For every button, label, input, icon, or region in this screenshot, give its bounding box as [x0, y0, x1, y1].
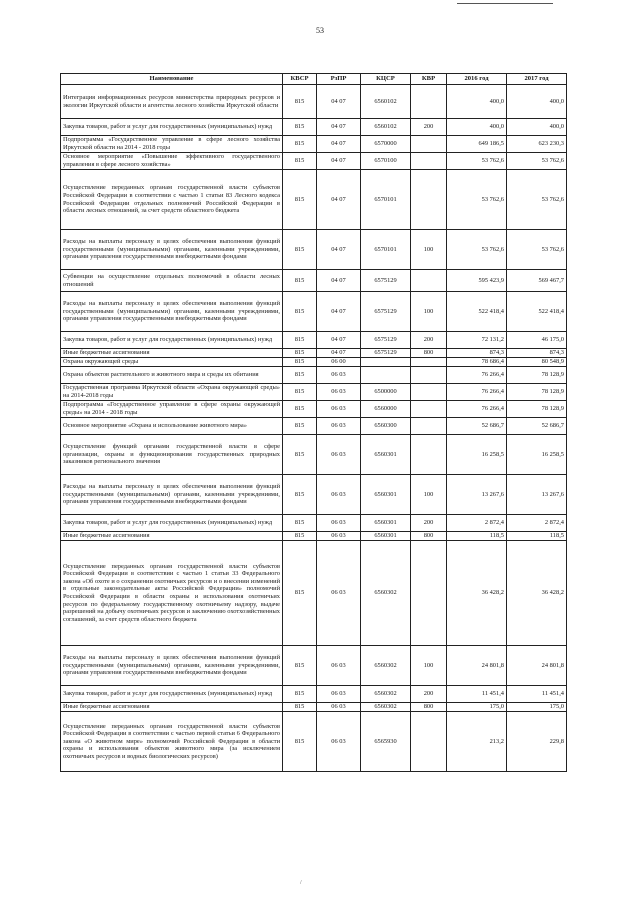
header-kvr: КВР — [411, 74, 447, 85]
table-row — [61, 230, 567, 270]
top-dash-line — [457, 3, 553, 4]
row-ktsr: 6560301 — [361, 475, 411, 515]
row-rzpr: 04 07 — [317, 136, 361, 153]
row-name: Закупка товаров, работ и услуг для государственных (муниципальных) нужд — [61, 119, 283, 136]
row-ktsr: 6565930 — [361, 712, 411, 772]
row-kvr — [411, 712, 447, 772]
row-amount-2017: 400,0 — [507, 85, 567, 119]
table-row — [61, 401, 567, 418]
row-kvr: 100 — [411, 646, 447, 686]
row-rzpr: 04 07 — [317, 332, 361, 349]
row-amount-2016: 53 762,6 — [447, 230, 507, 270]
row-amount-2016: 76 266,4 — [447, 384, 507, 401]
row-ktsr: 6575129 — [361, 332, 411, 349]
row-amount-2017: 623 230,3 — [507, 136, 567, 153]
row-name: Подпрограмма «Государственное управление в сфере лесного хозяйства Иркутской области на 2014 - 2018 годы — [61, 136, 283, 153]
row-ksvr: 815 — [283, 292, 317, 332]
row-amount-2017: 400,0 — [507, 119, 567, 136]
row-amount-2016: 649 186,5 — [447, 136, 507, 153]
row-rzpr: 06 03 — [317, 686, 361, 703]
row-name: Подпрограмма «Государственное управление в сфере охраны окружающей среды» на 2014 - 2018 годы — [61, 401, 283, 418]
row-ktsr: 6560102 — [361, 119, 411, 136]
row-amount-2016: 11 451,4 — [447, 686, 507, 703]
row-kvr: 200 — [411, 332, 447, 349]
row-amount-2017: 53 762,6 — [507, 170, 567, 230]
row-ktsr: 6560301 — [361, 435, 411, 475]
row-name: Расходы на выплаты персоналу в целях обеспечения выполнения функций государственными (муниципальными) органами, казенными учреждениями, органами управления государственными внебюджетными фондами — [61, 230, 283, 270]
table-row — [61, 170, 567, 230]
table-row — [61, 332, 567, 349]
table-row — [61, 703, 567, 712]
row-rzpr: 04 07 — [317, 85, 361, 119]
table-row — [61, 686, 567, 703]
table-row — [61, 136, 567, 153]
row-amount-2017: 46 175,0 — [507, 332, 567, 349]
row-name: Осуществление переданных органам государственной власти субъектов Российской Федерации в соответствии с частью 1 статьи 33 Федерального закона «Об охоте и о сохранении охотничьих ресурсов и о внесении изменений в отдельные законодательные акты Российской Федерации» полномочий Российской Федерации в области охраны и использования охотничьих ресурсов по федеральному государственному охотничьему надзору, выдаче разрешений на добычу охотничьих ресурсов и заключению охотхозяйственных соглашений, за счет средств областного бюджета — [61, 541, 283, 646]
table-row — [61, 358, 567, 367]
row-amount-2016: 595 423,9 — [447, 270, 507, 292]
row-kvr: 200 — [411, 119, 447, 136]
row-amount-2016: 400,0 — [447, 119, 507, 136]
row-name: Осуществление переданных органам государственной власти субъектов Российской Федерации в соответствии с частью первой статьи 6 Федерального закона «О животном мире» полномочий Российской Федерации в области охраны и использования объектов животного мира (за исключением охотничьих ресурсов и водных биологических ресурсов) — [61, 712, 283, 772]
row-name: Иные бюджетные ассигнования — [61, 703, 283, 712]
row-amount-2016: 53 762,6 — [447, 170, 507, 230]
row-name: Закупка товаров, работ и услуг для государственных (муниципальных) нужд — [61, 515, 283, 532]
row-ktsr: 6570101 — [361, 230, 411, 270]
row-ksvr: 815 — [283, 475, 317, 515]
row-ksvr: 815 — [283, 136, 317, 153]
row-ksvr: 815 — [283, 170, 317, 230]
row-kvr: 100 — [411, 230, 447, 270]
row-ksvr: 815 — [283, 349, 317, 358]
header-rzpr: РзПР — [317, 74, 361, 85]
row-name: Иные бюджетные ассигнования — [61, 532, 283, 541]
row-rzpr: 04 07 — [317, 119, 361, 136]
row-rzpr: 06 03 — [317, 646, 361, 686]
table-row — [61, 515, 567, 532]
row-ksvr: 815 — [283, 358, 317, 367]
row-rzpr: 04 07 — [317, 153, 361, 170]
row-rzpr: 06 03 — [317, 367, 361, 384]
row-name: Иные бюджетные ассигнования — [61, 349, 283, 358]
row-ksvr: 815 — [283, 686, 317, 703]
table-row — [61, 646, 567, 686]
row-name: Охрана окружающей среды — [61, 358, 283, 367]
row-ksvr: 815 — [283, 230, 317, 270]
table-row — [61, 119, 567, 136]
table-row — [61, 541, 567, 646]
row-ksvr: 815 — [283, 712, 317, 772]
row-ksvr: 815 — [283, 435, 317, 475]
row-amount-2016: 16 258,5 — [447, 435, 507, 475]
row-kvr — [411, 270, 447, 292]
row-ktsr: 6560302 — [361, 703, 411, 712]
row-kvr: 200 — [411, 515, 447, 532]
row-name: Основное мероприятие «Повышение эффективного государственного управления в сфере лесного хозяйства» — [61, 153, 283, 170]
row-ktsr: 6560300 — [361, 418, 411, 435]
row-kvr: 200 — [411, 686, 447, 703]
row-amount-2017: 874,3 — [507, 349, 567, 358]
row-kvr — [411, 367, 447, 384]
row-amount-2017: 118,5 — [507, 532, 567, 541]
row-amount-2017: 52 686,7 — [507, 418, 567, 435]
table-row — [61, 270, 567, 292]
row-ktsr: 6575129 — [361, 270, 411, 292]
row-amount-2016: 76 266,4 — [447, 367, 507, 384]
header-ksvr: КВСР — [283, 74, 317, 85]
row-rzpr: 06 03 — [317, 435, 361, 475]
row-ktsr: 6560000 — [361, 401, 411, 418]
row-ktsr: 6500000 — [361, 384, 411, 401]
row-ktsr: 6570101 — [361, 170, 411, 230]
row-kvr — [411, 435, 447, 475]
row-ksvr: 815 — [283, 153, 317, 170]
row-amount-2016: 175,0 — [447, 703, 507, 712]
row-name: Основное мероприятие «Охрана и использование животного мира» — [61, 418, 283, 435]
row-amount-2017: 522 418,4 — [507, 292, 567, 332]
row-amount-2017: 78 128,9 — [507, 401, 567, 418]
row-ktsr: 6570100 — [361, 153, 411, 170]
row-rzpr: 06 03 — [317, 401, 361, 418]
table-row — [61, 384, 567, 401]
row-kvr — [411, 541, 447, 646]
row-ktsr — [361, 367, 411, 384]
row-amount-2016: 522 418,4 — [447, 292, 507, 332]
row-kvr — [411, 85, 447, 119]
row-ksvr: 815 — [283, 646, 317, 686]
row-name: Расходы на выплаты персоналу в целях обеспечения выполнения функций государственными (муниципальными) органами, казенными учреждениями, органами управления государственными внебюджетными фондами — [61, 646, 283, 686]
row-ktsr: 6570000 — [361, 136, 411, 153]
table-row — [61, 435, 567, 475]
row-ksvr: 815 — [283, 367, 317, 384]
row-name: Осуществление переданных органам государственной власти субъектов Российской Федерации в соответствии с частью 1 статьи 83 Лесного кодекса Российской Федерации отдельных полномочий Российской Федерации в области лесных отношений, за счет средств областного бюджета — [61, 170, 283, 230]
table-row — [61, 349, 567, 358]
row-ktsr — [361, 358, 411, 367]
row-name: Охрана объектов растительного и животного мира и среды их обитания — [61, 367, 283, 384]
row-rzpr: 04 07 — [317, 170, 361, 230]
row-ksvr: 815 — [283, 418, 317, 435]
row-amount-2016: 13 267,6 — [447, 475, 507, 515]
table-row — [61, 153, 567, 170]
table-row — [61, 367, 567, 384]
header-ktsr: КЦСР — [361, 74, 411, 85]
row-amount-2016: 118,5 — [447, 532, 507, 541]
row-kvr — [411, 170, 447, 230]
row-ksvr: 815 — [283, 384, 317, 401]
table-row — [61, 475, 567, 515]
row-amount-2016: 24 801,8 — [447, 646, 507, 686]
row-ktsr: 6575129 — [361, 292, 411, 332]
row-kvr: 800 — [411, 703, 447, 712]
row-rzpr: 06 03 — [317, 475, 361, 515]
row-kvr: 800 — [411, 532, 447, 541]
row-amount-2016: 2 872,4 — [447, 515, 507, 532]
row-name: Закупка товаров, работ и услуг для государственных (муниципальных) нужд — [61, 332, 283, 349]
row-ksvr: 815 — [283, 332, 317, 349]
row-rzpr: 04 07 — [317, 270, 361, 292]
row-ksvr: 815 — [283, 85, 317, 119]
header-2016: 2016 год — [447, 74, 507, 85]
row-rzpr: 04 07 — [317, 230, 361, 270]
row-kvr — [411, 384, 447, 401]
row-amount-2017: 24 801,8 — [507, 646, 567, 686]
row-rzpr: 04 07 — [317, 292, 361, 332]
row-ksvr: 815 — [283, 119, 317, 136]
row-kvr: 800 — [411, 349, 447, 358]
row-rzpr: 06 03 — [317, 515, 361, 532]
row-rzpr: 06 03 — [317, 703, 361, 712]
row-amount-2017: 36 428,2 — [507, 541, 567, 646]
row-name: Закупка товаров, работ и услуг для государственных (муниципальных) нужд — [61, 686, 283, 703]
row-ksvr: 815 — [283, 515, 317, 532]
row-amount-2017: 16 258,5 — [507, 435, 567, 475]
header-name: Наименование — [61, 74, 283, 85]
row-amount-2016: 52 686,7 — [447, 418, 507, 435]
row-rzpr: 06 03 — [317, 712, 361, 772]
table-row — [61, 712, 567, 772]
row-name: Осуществление функций органами государственной власти в сфере организации, охраны и функционирования государственных природных заказников регионального значения — [61, 435, 283, 475]
row-ktsr: 6560302 — [361, 541, 411, 646]
row-name: Субвенции на осуществление отдельных полномочий в области лесных отношений — [61, 270, 283, 292]
table-row — [61, 418, 567, 435]
footer-mark: / — [300, 880, 302, 886]
row-name: Государственная программа Иркутской области «Охрана окружающей среды» на 2014-2018 годы — [61, 384, 283, 401]
row-ktsr: 6560302 — [361, 686, 411, 703]
table-body — [61, 85, 567, 772]
row-kvr — [411, 418, 447, 435]
row-amount-2016: 400,0 — [447, 85, 507, 119]
row-name: Расходы на выплаты персоналу в целях обеспечения выполнения функций государственными (муниципальными) органами, казенными учреждениями, органами управления государственными внебюджетными фондами — [61, 292, 283, 332]
row-ktsr: 6575129 — [361, 349, 411, 358]
row-rzpr: 06 03 — [317, 384, 361, 401]
row-rzpr: 04 07 — [317, 349, 361, 358]
row-amount-2016: 72 131,2 — [447, 332, 507, 349]
table-header-row — [61, 74, 567, 85]
table-row — [61, 85, 567, 119]
row-amount-2017: 11 451,4 — [507, 686, 567, 703]
row-ksvr: 815 — [283, 532, 317, 541]
row-kvr — [411, 358, 447, 367]
row-name: Интеграция информационных ресурсов министерства природных ресурсов и экологии Иркутской области и агентства лесного хозяйства Иркутской области — [61, 85, 283, 119]
table-row — [61, 532, 567, 541]
row-amount-2016: 76 266,4 — [447, 401, 507, 418]
row-amount-2017: 80 548,9 — [507, 358, 567, 367]
row-name: Расходы на выплаты персоналу в целях обеспечения выполнения функций государственными (муниципальными) органами, казенными учреждениями, органами управления государственными внебюджетными фондами — [61, 475, 283, 515]
row-amount-2017: 13 267,6 — [507, 475, 567, 515]
row-ksvr: 815 — [283, 401, 317, 418]
row-amount-2017: 53 762,6 — [507, 230, 567, 270]
table-row — [61, 292, 567, 332]
row-ktsr: 6560102 — [361, 85, 411, 119]
row-amount-2016: 36 428,2 — [447, 541, 507, 646]
row-rzpr: 06 00 — [317, 358, 361, 367]
row-amount-2017: 175,0 — [507, 703, 567, 712]
row-amount-2017: 229,8 — [507, 712, 567, 772]
row-ktsr: 6560302 — [361, 646, 411, 686]
row-ktsr: 6560301 — [361, 532, 411, 541]
row-amount-2017: 569 467,7 — [507, 270, 567, 292]
row-rzpr: 06 03 — [317, 532, 361, 541]
row-amount-2016: 874,3 — [447, 349, 507, 358]
row-kvr — [411, 401, 447, 418]
row-kvr — [411, 153, 447, 170]
row-ktsr: 6560301 — [361, 515, 411, 532]
row-amount-2017: 78 128,9 — [507, 384, 567, 401]
row-amount-2016: 213,2 — [447, 712, 507, 772]
row-ksvr: 815 — [283, 703, 317, 712]
row-kvr: 100 — [411, 292, 447, 332]
row-rzpr: 06 03 — [317, 541, 361, 646]
row-amount-2016: 78 686,4 — [447, 358, 507, 367]
row-ksvr: 815 — [283, 270, 317, 292]
row-amount-2016: 53 762,6 — [447, 153, 507, 170]
header-2017: 2017 год — [507, 74, 567, 85]
row-amount-2017: 78 128,9 — [507, 367, 567, 384]
row-ksvr: 815 — [283, 541, 317, 646]
page-number: 53 — [316, 26, 324, 35]
row-kvr — [411, 136, 447, 153]
row-kvr: 100 — [411, 475, 447, 515]
budget-table — [60, 73, 567, 772]
row-rzpr: 06 03 — [317, 418, 361, 435]
row-amount-2017: 53 762,6 — [507, 153, 567, 170]
row-amount-2017: 2 872,4 — [507, 515, 567, 532]
